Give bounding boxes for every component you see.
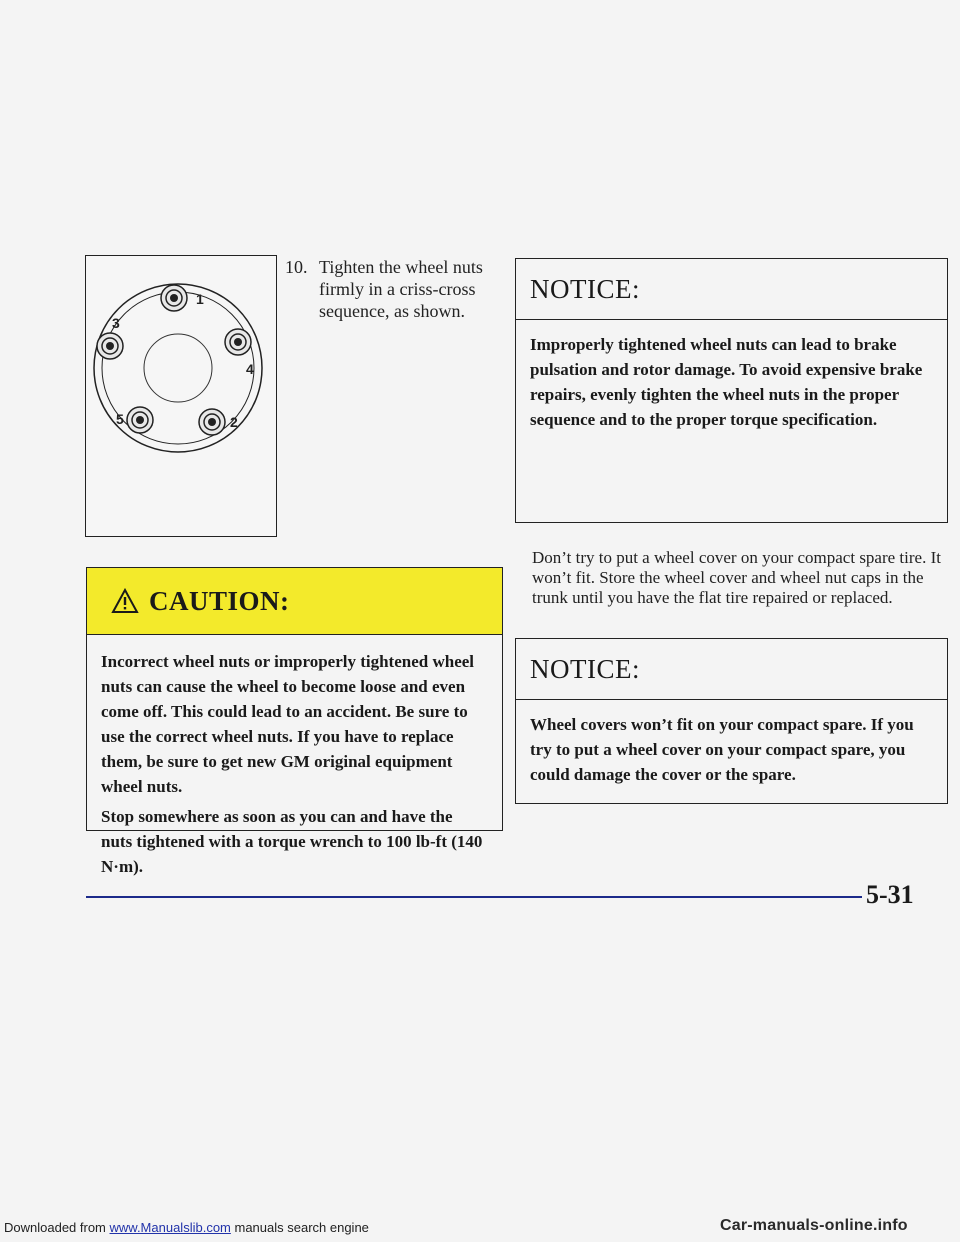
wheel-nut-sequence-diagram (85, 255, 277, 537)
spare-tire-paragraph: Don’t try to put a wheel cover on your compact spare tire. It won’t fit. Store the wheel cover and wheel nut caps in the trunk until you have the flat tire repaired or replaced. (532, 548, 941, 607)
footer-rule (86, 896, 862, 898)
nut-label-5: 5 (116, 411, 124, 427)
wheel-nut-4 (225, 329, 251, 355)
caution-body (87, 635, 502, 879)
caution-title: CAUTION: (149, 586, 290, 616)
manualslib-link[interactable]: www.Manualslib.com (109, 1220, 231, 1235)
notice-body: Improperly tightened wheel nuts can lead to brake pulsation and rotor damage. To avoid expensive brake repairs, evenly tighten the wheel nuts in the proper sequence and to the proper torque specification. (530, 335, 923, 429)
caution-paragraph: Stop somewhere as soon as you can and have the nuts tightened with a torque wrench to 100 lb-ft (140 N·m). (101, 807, 483, 876)
notice-title: NOTICE: (530, 654, 640, 684)
wheel-diagram-svg (86, 256, 275, 535)
page-number: 5-31 (866, 880, 914, 909)
step-10 (285, 256, 505, 322)
nut-label-1: 1 (196, 291, 204, 307)
wheel-nut-2 (199, 409, 225, 435)
notice-title: NOTICE: (530, 274, 640, 304)
nut-label-3: 3 (112, 315, 120, 331)
nut-label-4: 4 (246, 361, 254, 377)
caution-paragraph: Incorrect wheel nuts or improperly tightened wheel nuts can cause the wheel to become loose and even come off. This could lead to an accident. Be sure to use the correct wheel nuts. If you have to replace them, be sure to get new GM original equipment wheel nuts. (101, 652, 475, 796)
notice-header (516, 639, 947, 700)
caution-box (86, 567, 503, 876)
notice-box-wheel-cover (515, 638, 948, 804)
site-watermark: Car-manuals-online.info (720, 1217, 908, 1234)
download-watermark (4, 1220, 369, 1235)
watermark-suffix: manuals search engine (230, 1220, 369, 1235)
caution-header (87, 568, 502, 635)
wheel-nut-5 (127, 407, 153, 433)
wheel-nut-1 (161, 285, 187, 311)
wheel-nut-3 (97, 333, 123, 359)
warning-triangle-icon (111, 588, 139, 614)
step-number: 10. (285, 257, 308, 277)
notice-body: Wheel covers won’t fit on your compact spare. If you try to put a wheel cover on your compact spare, you could damage the cover or the spare. (530, 715, 914, 784)
watermark-prefix: Downloaded from (4, 1220, 110, 1235)
notice-header (516, 259, 947, 320)
step-text: Tighten the wheel nuts firmly in a criss-cross sequence, as shown. (319, 257, 483, 321)
notice-box-brake (515, 258, 948, 523)
nut-label-2: 2 (230, 414, 238, 430)
